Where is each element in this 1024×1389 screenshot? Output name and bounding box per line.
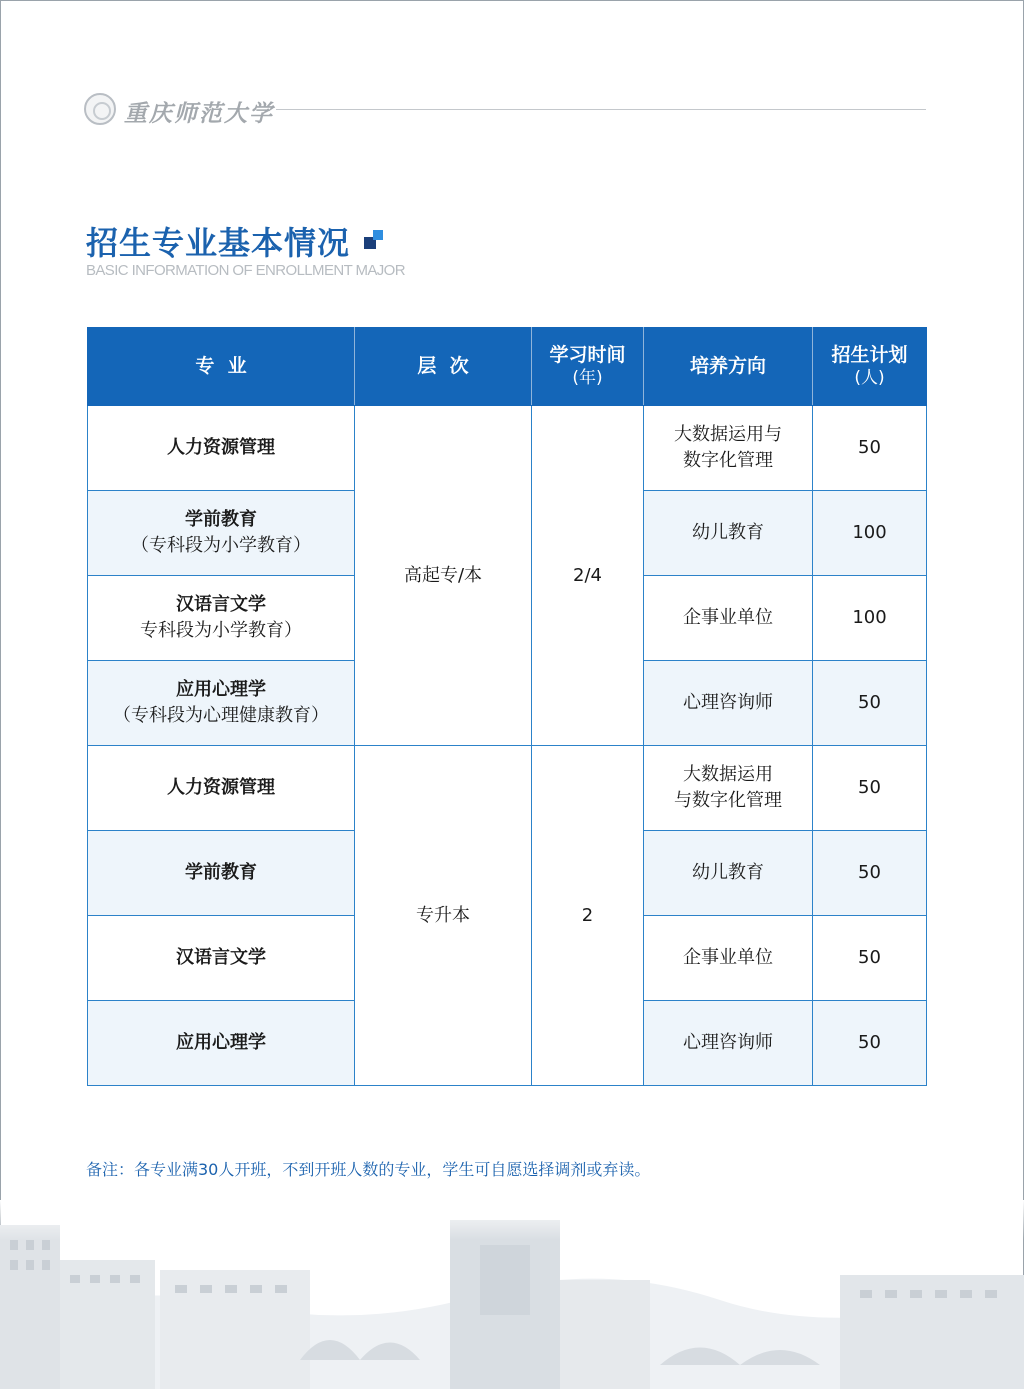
major-cell: 人力资源管理: [88, 406, 355, 491]
header-duration: 学习时间 (年): [532, 328, 644, 406]
section-title: 招生专业基本情况: [86, 224, 351, 262]
enrollment-table: [87, 327, 927, 1086]
level-cell: 高起专/本: [355, 406, 532, 746]
plan-cell: 50: [813, 1001, 927, 1086]
major-cell: 学前教育: [88, 831, 355, 916]
campus-silhouette-image: [0, 1200, 1024, 1389]
table-row: [88, 746, 927, 831]
enrollment-table-wrapper: [87, 327, 927, 1086]
university-logo-icon: [84, 93, 116, 125]
plan-cell: 50: [813, 406, 927, 491]
duration-cell: 2/4: [532, 406, 644, 746]
header-direction: 培养方向: [644, 328, 813, 406]
plan-cell: 100: [813, 491, 927, 576]
major-cell: 汉语言文学 专科段为小学教育）: [88, 576, 355, 661]
header-divider: [276, 109, 926, 110]
plan-cell: 50: [813, 746, 927, 831]
university-header: [84, 90, 926, 130]
major-cell: 人力资源管理: [88, 746, 355, 831]
major-cell: 汉语言文学: [88, 916, 355, 1001]
direction-cell: 幼儿教育: [644, 491, 813, 576]
header-major: 专 业: [88, 328, 355, 406]
header-level: 层 次: [355, 328, 532, 406]
direction-cell: 企事业单位: [644, 916, 813, 1001]
plan-cell: 50: [813, 831, 927, 916]
plan-cell: 50: [813, 916, 927, 1001]
table-header-row: [88, 328, 927, 406]
direction-cell: 心理咨询师: [644, 1001, 813, 1086]
direction-cell: 幼儿教育: [644, 831, 813, 916]
direction-cell: 大数据运用与 数字化管理: [644, 406, 813, 491]
title-squares-icon: [364, 230, 386, 252]
plan-cell: 100: [813, 576, 927, 661]
duration-cell: 2: [532, 746, 644, 1086]
header-plan: 招生计划 (人): [813, 328, 927, 406]
major-cell: 应用心理学 （专科段为心理健康教育）: [88, 661, 355, 746]
section-subtitle: BASIC INFORMATION OF ENROLLMENT MAJOR: [86, 262, 405, 279]
university-name: 重庆师范大学: [124, 100, 274, 127]
major-cell: 学前教育 （专科段为小学教育）: [88, 491, 355, 576]
footnote: 备注：各专业满30人开班，不到开班人数的专业，学生可自愿选择调剂或弃读。: [86, 1160, 651, 1179]
level-cell: 专升本: [355, 746, 532, 1086]
plan-cell: 50: [813, 661, 927, 746]
direction-cell: 心理咨询师: [644, 661, 813, 746]
major-cell: 应用心理学: [88, 1001, 355, 1086]
direction-cell: 企事业单位: [644, 576, 813, 661]
table-row: [88, 406, 927, 491]
direction-cell: 大数据运用 与数字化管理: [644, 746, 813, 831]
